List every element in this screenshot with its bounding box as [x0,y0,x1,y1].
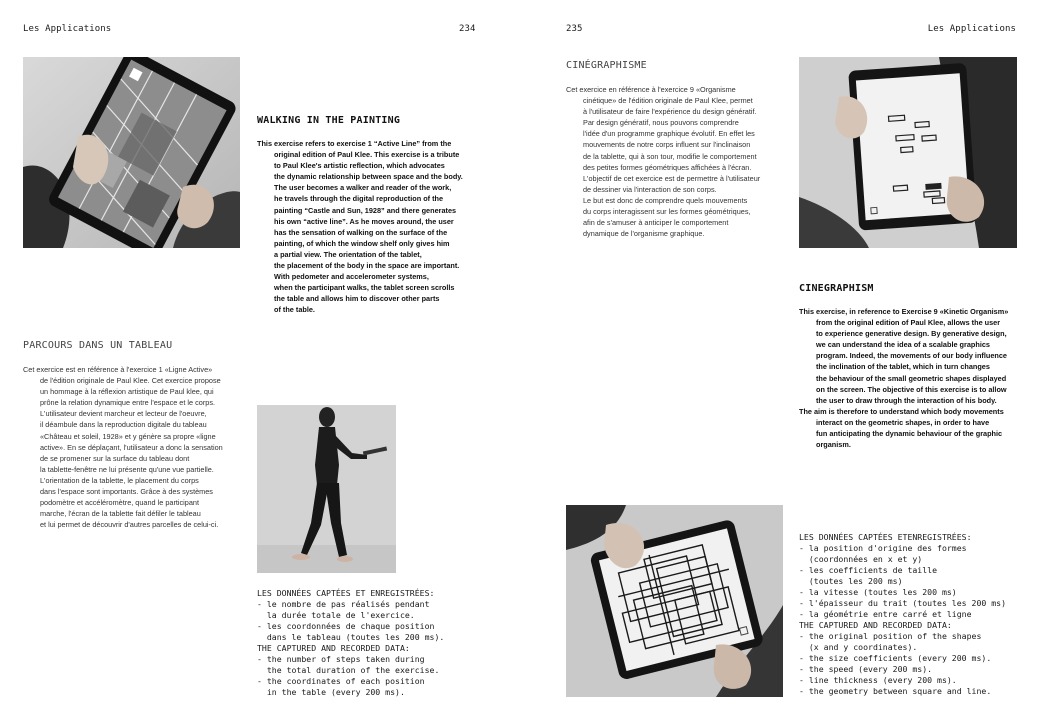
text-line: des petites formes géométriques affichées à l'écran. [583,162,752,172]
text-line: program. Indeed, the movements of our body influence [816,351,1007,361]
text-line: interact on the geometric shapes, in order to have [816,417,990,427]
text-line: de dessiner via l'interaction de son corps. [583,184,717,194]
parcours-fr-section [23,340,248,530]
text-line: the placement of the body in the space are important. [274,261,460,271]
text-line: Le but est donc de comprendre quels mouvements [583,195,748,205]
left-data-en-title: THE CAPTURED AND RECORDED DATA: [257,643,410,653]
data-line: (x and y coordinates). [799,642,918,652]
text-line: This exercise, in reference to Exercise 9 «Kinetic Organism» [799,307,1009,316]
data-line: - l'épaisseur du trait (toutes les 200 ms) [799,598,1007,608]
data-line: - the number of steps taken during [257,654,425,664]
text-line: dans l'espace sont importants. Grâce à des systèmes [40,487,213,497]
text-line: The aim is therefore to understand which body movements [799,406,1004,416]
cinegraphisme-fr-paragraph [566,84,791,239]
text-line: of the table. [274,305,315,315]
right-data-en-title: THE CAPTURED AND RECORDED DATA: [799,620,952,630]
text-line: painting, of which the window shelf only gives him [274,238,450,248]
data-line: la durée totale de l'exercice. [257,610,415,620]
data-line: - les coordonnées de chaque position [257,621,435,631]
data-line: - le nombre de pas réalisés pendant [257,599,430,609]
cinegraphisme-fr-title: CINÉGRAPHISME [566,60,647,71]
text-line: when the participant walks, the tablet screen scrolls [274,283,455,293]
photo-tablet-painting [23,57,240,248]
parcours-fr-title: PARCOURS DANS UN TABLEAU [23,340,173,351]
data-line: the total duration of the exercise. [257,665,440,675]
text-line: the user to draw through the interaction of his body. [816,395,997,405]
text-line: the dynamic relationship between space and the body. [274,172,463,182]
photo-walking-person [257,405,396,573]
text-line: il déambule dans la reproduction digitale du tableau [40,420,207,430]
text-line: de se promener sur la surface du tableau dont [40,453,190,463]
text-line: prône la relation dynamique entre l'espace et le corps. [40,398,216,408]
text-line: organism. [816,440,851,450]
text-line: from the original edition of Paul Klee, allows the user [816,318,1001,328]
cinegraphism-en-title: CINEGRAPHISM [799,283,874,294]
text-line: Cet exercice est en référence à l'exercice 1 «Ligne Active» [23,365,213,374]
cinegraphism-en-paragraph [799,306,1029,450]
right-data-block [799,532,1006,697]
text-line: we can understand the idea of a scalable graphics [816,340,990,350]
text-line: L'utilisateur devient marcheur et lecteur de l'oeuvre, [40,409,207,419]
text-line: de l'édition originale de Paul Klee. Cet exercice propose [40,376,221,386]
text-line: podomètre et accéléromètre, quand le participant [40,498,200,508]
text-line: his own “active line”. As he moves around, the user [274,216,454,226]
text-line: la tablette-fenêtre ne lui présente qu'une vue partielle. [40,464,214,474]
data-line: - the original position of the shapes [799,631,982,641]
text-line: to Paul Klee's artistic reflection, which advocates [274,161,445,171]
text-line: fun anticipating the dynamic behaviour of the graphic [816,429,1003,439]
walking-en-section [257,115,487,316]
data-line: - the geometry between square and line. [799,686,992,696]
text-line: marche, l'écran de la tablette fait défiler le tableau [40,509,201,519]
text-line: L'objectif de cet exercice est de permettre à l'utilisateur [583,173,761,183]
left-data-fr-title: LES DONNÉES CAPTÉES ET ENREGISTRÉES: [257,588,435,598]
text-line: un hommage à la réflexion artistique de Paul klee, qui [40,387,214,397]
left-running-header: Les Applications [23,24,112,34]
parcours-fr-paragraph [23,364,248,530]
data-line: - la vitesse (toutes les 200 ms) [799,587,957,597]
data-line: - the coordinates of each position [257,676,425,686]
data-line: dans le tableau (toutes les 200 ms). [257,632,445,642]
text-line: dynamique de l'organisme graphique. [583,229,705,239]
left-data-block [257,588,444,698]
text-line: a partial view. The orientation of the tablet, [274,249,422,259]
text-line: the behaviour of the small geometric shapes displayed [816,373,1007,383]
text-line: the inclination of the tablet, which in turn changes [816,362,990,372]
right-running-header: Les Applications [927,24,1016,34]
text-line: à l'utilisateur de faire l'expérience du design génératif. [583,107,757,117]
text-line: du corps interagissent sur les formes géométriques, [583,207,751,217]
text-line: The user becomes a walker and reader of the work, [274,183,452,193]
text-line: This exercise refers to exercise 1 “Active Line” from the [257,139,452,148]
data-line: - line thickness (every 200 ms). [799,675,957,685]
text-line: L'orientation de la tablette, le placement du corps [40,475,199,485]
text-line: original edition of Paul Klee. This exercise is a tribute [274,150,460,160]
data-line: - the speed (every 200 ms). [799,664,933,674]
data-line: - the size coefficients (every 200 ms). [799,653,992,663]
text-line: he travels through the digital reproduction of the [274,194,444,204]
photo-tablet-shapes [799,57,1017,248]
walking-en-title: WALKING IN THE PAINTING [257,115,401,126]
text-line: afin de s'amuser à anticiper le comportement [583,218,729,228]
text-line: Par design génératif, nous pouvons comprendre [583,118,739,128]
data-line: - la position d'origine des formes [799,543,967,553]
right-page-number: 235 [566,24,583,34]
text-line: on the screen. The objective of this exercise is to allow [816,384,1007,394]
text-line: de la tablette, qui à son tour, modifie le comportement [583,151,757,161]
text-line: With pedometer and accelerometer systems, [274,272,429,282]
text-line: «Château et soleil, 1928» et y génère sa propre «ligne [40,431,216,441]
text-line: cinétique» de l'édition originale de Paul Klee, permet [583,96,753,106]
data-line: in the table (every 200 ms). [257,687,405,697]
cinegraphisme-fr-section [566,60,791,239]
data-line: - la géométrie entre carré et ligne [799,609,972,619]
left-page-number: 234 [459,24,476,34]
text-line: the table and allows him to discover other parts [274,294,440,304]
text-line: Cet exercice en référence à l'exercice 9 «Organisme [566,85,736,94]
text-line: mouvements de notre corps influent sur l'inclinaison [583,140,751,150]
text-line: to experience generative design. By generative design, [816,329,1007,339]
text-line: painting “Castle and Sun, 1928” and there generates [274,205,457,215]
cinegraphism-en-section [799,283,1029,450]
walking-en-paragraph [257,138,487,316]
data-line: (coordonnées en x et y) [799,554,923,564]
photo-tablet-drawing [566,505,783,697]
data-line: - les coefficients de taille [799,565,938,575]
right-data-fr-title: LES DONNÉES CAPTÉES ETENREGISTRÉES: [799,532,972,542]
text-line: active». En se déplaçant, l'utilisateur a donc la sensation [40,442,223,452]
text-line: l'idée d'un programme graphique évolutif. En effet les [583,129,755,139]
text-line: et lui permet de découvrir d'autres parcelles de celui-ci. [40,520,219,530]
data-line: (toutes les 200 ms) [799,576,903,586]
text-line: has the sensation of walking on the surface of the [274,227,448,237]
